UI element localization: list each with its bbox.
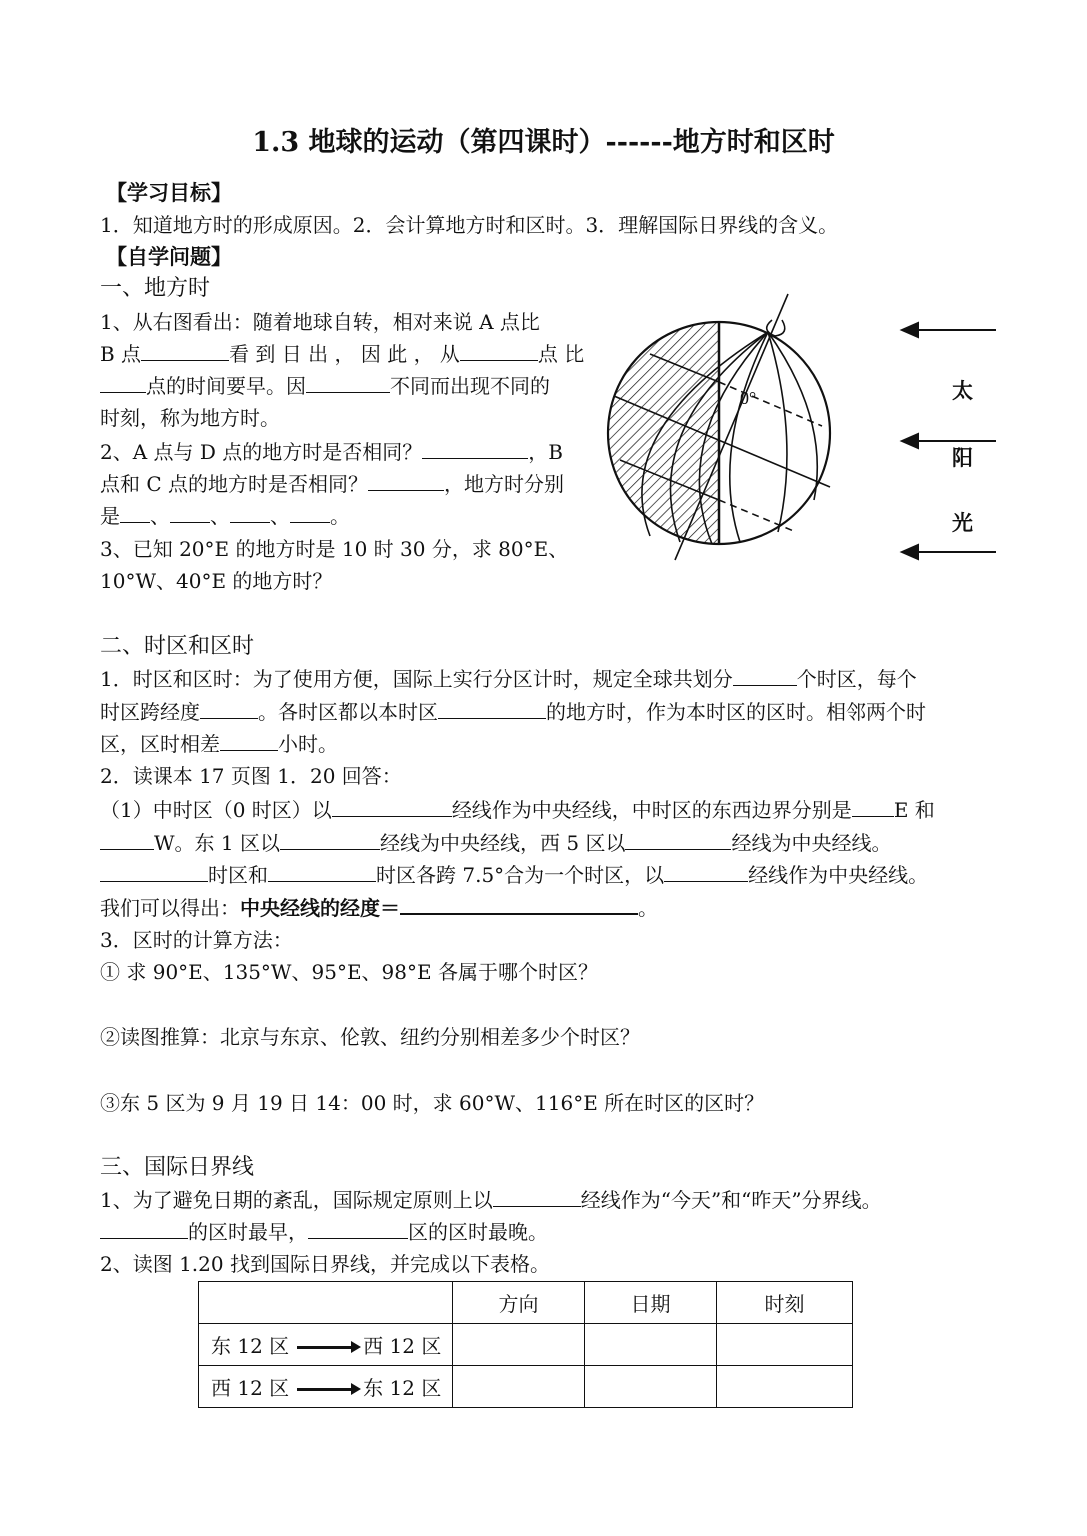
blank-s3-1[interactable] <box>493 1186 581 1207</box>
q3-line1: 3、已知 20°E 的地方时是 10 时 30 分，求 80°E、 <box>100 537 569 561</box>
s2-p1-c2: 小时。 <box>278 732 338 756</box>
s2-p3-b3: 经线为中央经线。 <box>731 831 892 855</box>
blank-q1-2[interactable] <box>460 340 538 361</box>
q2-sep-2: 、 <box>210 504 230 528</box>
blank-q2-6[interactable] <box>290 502 330 523</box>
page-title: 1.3 地球的运动（第四课时）------地方时和区时 <box>252 127 835 158</box>
section1-heading: 一、地方时 <box>100 276 211 301</box>
row-label-east-to-west <box>199 1324 453 1366</box>
s3-p1-b2: 区的区时最晚。 <box>408 1220 548 1244</box>
blank-s2-12[interactable] <box>664 861 748 882</box>
blank-q1-3[interactable] <box>100 372 146 393</box>
section3-heading: 三、国际日界线 <box>100 1155 255 1180</box>
s2-p4 <box>100 893 658 923</box>
s2-p1-b1: 时区跨经度 <box>100 700 200 724</box>
s2-p2: 2．读课本 17 页图 1．20 回答： <box>100 764 402 788</box>
q2-sep-1: 、 <box>150 504 170 528</box>
blank-q2-3[interactable] <box>120 502 150 523</box>
blank-q1-4[interactable] <box>306 372 390 393</box>
s2-p3-line1 <box>100 795 935 825</box>
sun-char-3: 光 <box>952 511 973 535</box>
goals-heading: 【学习目标】 <box>106 180 232 205</box>
s2-p4-a: 我们可以得出： <box>100 896 240 920</box>
s3-p1-a1: 1、为了避免日期的紊乱，国际规定原则上以 <box>100 1188 493 1212</box>
s2-p1-a1: 1．时区和区时：为了使用方便，国际上实行分区计时，规定全球共划分 <box>100 667 733 691</box>
section2-heading: 二、时区和区时 <box>100 634 255 659</box>
s2-p1-c1: 区，区时相差 <box>100 732 220 756</box>
table-header-cell-blank <box>199 1282 453 1324</box>
q2-text-a1: 2、A 点与 D 点的地方时是否相同？ <box>100 440 423 464</box>
table-header-time: 时刻 <box>717 1282 853 1324</box>
q1-text-c2: 不同而出现不同的 <box>390 374 550 398</box>
s2-p3-a2: 经线作为中央经线，中时区的东西边界分别是 <box>451 798 852 822</box>
s3-p1-b1: 的区时最早， <box>188 1220 308 1244</box>
q2-end: 。 <box>330 504 350 528</box>
answer-cell-r1-time[interactable] <box>717 1324 853 1366</box>
blank-s3-3[interactable] <box>308 1218 408 1239</box>
s2-p1-line2 <box>100 697 926 727</box>
s2-p4-b: 中央经线的经度＝ <box>240 896 400 920</box>
right-arrow-icon <box>297 1346 355 1349</box>
blank-s2-6[interactable] <box>852 796 894 817</box>
blank-s2-1[interactable] <box>733 665 797 686</box>
s2-p3-line2 <box>100 828 891 858</box>
row2-from: 西 12 区 <box>211 1376 290 1400</box>
right-arrow-icon <box>297 1388 355 1391</box>
s2-p4-c: 。 <box>638 896 658 920</box>
q1-text-b2: 看 到 日 出 ， 因 此 ， 从 <box>229 342 460 366</box>
blank-q2-1[interactable] <box>422 438 528 459</box>
s2-p1-line1 <box>100 664 917 694</box>
q1-line1: 1、从右图看出：随着地球自转，相对来说 A 点比 <box>100 310 540 334</box>
row1-to: 西 12 区 <box>363 1334 442 1358</box>
s2-p3-b2: 经线为中央经线，西 5 区以 <box>380 831 626 855</box>
sunlight-arrows <box>902 323 996 559</box>
q3-line2: 10°W、40°E 的地方时？ <box>100 569 333 593</box>
row1-from: 东 12 区 <box>211 1334 290 1358</box>
q1-line4: 时刻，称为地方时。 <box>100 406 280 430</box>
sun-char-1: 太 <box>952 379 973 403</box>
q2-text-b2: ，地方时分别 <box>444 472 565 496</box>
s2-p3-c2: 时区各跨 7.5°合为一个时区，以 <box>376 863 665 887</box>
table-row <box>199 1324 853 1366</box>
table-header-direction: 方向 <box>453 1282 585 1324</box>
s2-p3-c3: 经线作为中央经线。 <box>748 863 929 887</box>
s2-p1-b2: 。各时区都以本时区 <box>258 700 438 724</box>
table-header-date: 日期 <box>585 1282 717 1324</box>
answer-cell-r1-direction[interactable] <box>453 1324 585 1366</box>
row2-to: 东 12 区 <box>363 1376 442 1400</box>
goals-text: 1．知道地方时的形成原因。2．会计算地方时和区时。3．理解国际日界线的含义。 <box>100 213 839 237</box>
q1-text-b1: B 点 <box>100 342 142 366</box>
s3-p1-line2 <box>100 1217 548 1247</box>
s3-p2: 2、读图 1.20 找到国际日界线，并完成以下表格。 <box>100 1252 550 1276</box>
blank-q1-1[interactable] <box>141 340 229 361</box>
q1-text-c1: 点的时间要早。因 <box>146 374 306 398</box>
table-row <box>199 1366 853 1408</box>
label-0deg: 0° <box>740 388 757 408</box>
blank-s2-4[interactable] <box>220 730 278 751</box>
q2-text-b1: 点和 C 点的地方时是否相同？ <box>100 472 369 496</box>
blank-s2-7[interactable] <box>100 829 154 850</box>
selfstudy-heading: 【自学问题】 <box>106 244 232 269</box>
q1-line2 <box>100 339 584 369</box>
blank-q2-5[interactable] <box>230 502 270 523</box>
blank-s2-5[interactable] <box>332 796 452 817</box>
s2-p3-b1: W。东 1 区以 <box>154 831 280 855</box>
night-hatching <box>600 310 719 560</box>
row-label-west-to-east <box>199 1366 453 1408</box>
blank-s2-10[interactable] <box>100 861 208 882</box>
answer-cell-r1-date[interactable] <box>585 1324 717 1366</box>
date-line-table <box>198 1281 853 1408</box>
answer-cell-r2-direction[interactable] <box>453 1366 585 1408</box>
s3-p1-a2: 经线作为“今天”和“昨天”分界线。 <box>580 1188 882 1212</box>
s2-p1-b3: 的地方时，作为本时区的区时。相邻两个时 <box>546 700 926 724</box>
sun-char-2: 阳 <box>952 446 973 470</box>
blank-s2-2[interactable] <box>200 698 258 719</box>
s2-p3-line3 <box>100 860 928 890</box>
s3-p1-line1 <box>100 1185 882 1215</box>
s2-p5: 3．区时的计算方法： <box>100 928 293 952</box>
blank-q2-2[interactable] <box>368 470 444 491</box>
blank-s3-2[interactable] <box>100 1218 188 1239</box>
q2-text-a2: ，B <box>528 440 563 464</box>
q2-text-c1: 是 <box>100 504 120 528</box>
s2-p3-a1: （1）中时区（0 时区）以 <box>100 798 332 822</box>
q2-line3 <box>100 501 350 531</box>
s2-p1-a2: 个时区，每个 <box>796 667 917 691</box>
blank-s2-9[interactable] <box>625 829 731 850</box>
q2-sep-3: 、 <box>270 504 290 528</box>
s2-p3-c1: 时区和 <box>208 863 268 887</box>
table-header-row <box>199 1282 853 1324</box>
s2-p3-a3: E 和 <box>893 798 935 822</box>
s2-p8: ③东 5 区为 9 月 19 日 14：00 时，求 60°W、116°E 所在时区的区时？ <box>100 1091 765 1115</box>
answer-cell-r2-time[interactable] <box>717 1366 853 1408</box>
blank-s2-8[interactable] <box>280 829 380 850</box>
s2-p6: ① 求 90°E、135°W、95°E、98°E 各属于哪个时区？ <box>100 960 598 984</box>
s2-p7: ②读图推算：北京与东京、伦敦、纽约分别相差多少个时区？ <box>100 1025 640 1049</box>
q1-line3 <box>100 371 550 401</box>
blank-s2-11[interactable] <box>268 861 376 882</box>
blank-s2-3[interactable] <box>438 698 546 719</box>
s2-p1-line3 <box>100 729 338 759</box>
answer-cell-r2-date[interactable] <box>585 1366 717 1408</box>
q2-line2 <box>100 469 564 499</box>
globe-figure <box>600 290 1010 570</box>
q1-text-b3: 点 比 <box>537 342 585 366</box>
blank-q2-4[interactable] <box>170 502 210 523</box>
blank-s2-13[interactable] <box>400 893 638 915</box>
q2-line1 <box>100 437 563 467</box>
